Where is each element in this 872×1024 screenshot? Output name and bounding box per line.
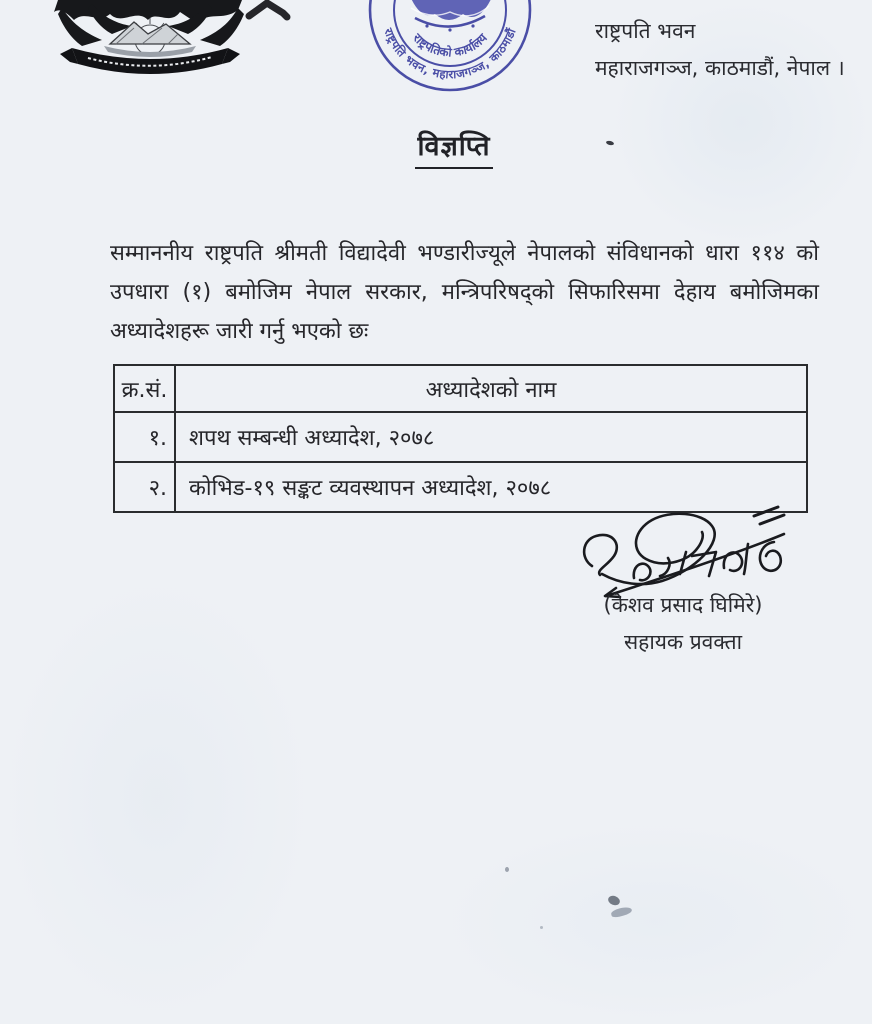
dust-speck <box>505 867 509 872</box>
ink-smudge <box>607 894 621 907</box>
header-serial-number: क्र.सं. <box>114 365 175 412</box>
signature-scribble <box>576 504 798 602</box>
seal-inner-text: राष्ट्रपतिको कार्यालय <box>410 30 490 60</box>
row-ordinance-name: शपथ सम्बन्धी अध्यादेश, २०७८ <box>175 412 807 462</box>
row-serial-number: १. <box>114 412 175 462</box>
office-name: राष्ट्रपति भवन <box>595 19 696 43</box>
dust-speck <box>540 926 543 929</box>
office-seal-stamp <box>365 0 535 102</box>
body-line: अध्यादेशहरू जारी गर्नु भएको छः <box>110 319 369 344</box>
letterhead-address <box>595 13 855 87</box>
header-ordinance-name: अध्यादेशको नाम <box>175 365 807 412</box>
body-line: उपधारा (१) बमोजिम नेपाल सरकार, मन्त्रिपरिषद्को सिफारिसमा देहाय बमोजिमका <box>110 280 819 305</box>
ink-smudge <box>610 906 632 919</box>
notice-body <box>110 234 819 351</box>
table-header-row <box>114 365 807 412</box>
row-ordinance-name: कोभिड-१९ सङ्कट व्यवस्थापन अध्यादेश, २०७८ <box>175 462 807 512</box>
office-location: महाराजगञ्ज, काठमाडौं, नेपाल । <box>595 56 845 80</box>
signatory-name: (केशव प्रसाद घिमिरे) <box>603 593 763 617</box>
ordinance-table <box>113 364 808 513</box>
row-serial-number: २. <box>114 462 175 512</box>
signatory-role: सहायक प्रवक्ता <box>623 630 743 654</box>
pen-x-mark <box>244 0 294 24</box>
seal-ring-text: राष्ट्रपति भवन, महाराजगञ्ज, काठमाडौं <box>381 26 519 82</box>
body-line: सम्माननीय राष्ट्रपति श्रीमती विद्यादेवी भण्डारीज्यूले नेपालको संविधानको धारा ११४ को <box>110 241 819 266</box>
notice-title: विज्ञप्ति <box>415 126 492 169</box>
notice-title-wrap <box>0 126 872 169</box>
svg-text:राष्ट्रपतिको कार्यालय <box>410 30 491 60</box>
table-row <box>114 412 807 462</box>
nepal-coat-of-arms-emblem <box>52 0 248 82</box>
